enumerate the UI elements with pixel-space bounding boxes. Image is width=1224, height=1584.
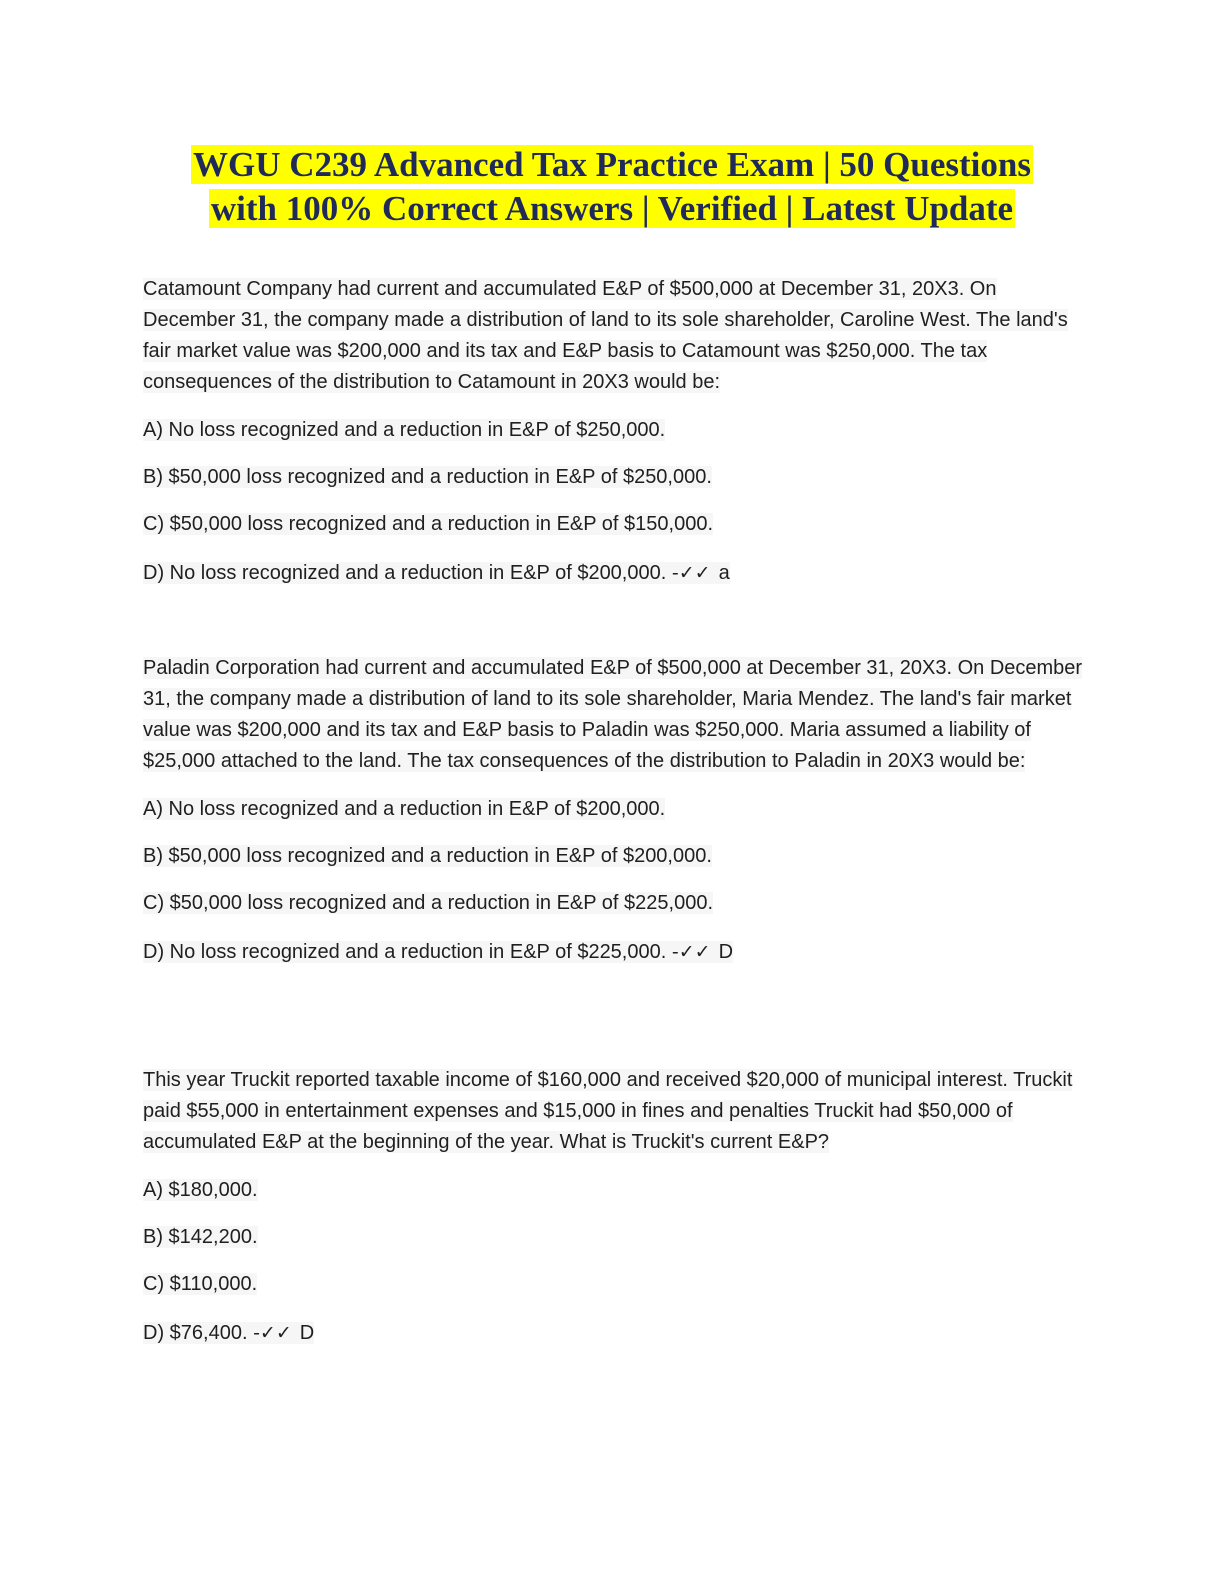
answer-option-a: A) $180,000. xyxy=(143,1179,258,1201)
correct-answer: D xyxy=(718,941,734,963)
answer-option-b: B) $50,000 loss recognized and a reduction in E&P of $200,000. xyxy=(143,845,712,867)
answer-option-a: A) No loss recognized and a reduction in E&P of $250,000. xyxy=(143,419,666,441)
answer-option-c: C) $110,000. xyxy=(143,1273,258,1295)
answer-option-b: B) $50,000 loss recognized and a reduction in E&P of $250,000. xyxy=(143,466,712,488)
answer-option-d: D) $76,400. -✓✓ D xyxy=(143,1322,315,1344)
title-line-2: with 100% Correct Answers | Verified | Latest Update xyxy=(210,189,1014,228)
title-line-1: WGU C239 Advanced Tax Practice Exam | 50 Questions xyxy=(192,145,1031,184)
correct-marker: -✓✓ xyxy=(671,562,711,584)
question-2 xyxy=(143,653,1083,967)
question-stem: Catamount Company had current and accumulated E&P of $500,000 at December 31, 20X3. On December 31, the company made a distribution of land to its sole shareholder, Caroline West. The land's fair market value was $200,000 and its tax and E&P basis to Catamount was $250,000. The tax consequences of the distribution to Catamount in 20X3 would be: xyxy=(143,278,1068,393)
document-title xyxy=(100,143,1124,231)
correct-answer: a xyxy=(718,562,730,584)
question-1 xyxy=(143,274,1083,588)
question-stem: This year Truckit reported taxable income of $160,000 and received $20,000 of municipal interest. Truckit paid $55,000 in entertainment expenses and $15,000 in fines and penalties Truckit had $50,000 of accumulated E&P at the beginning of the year. What is Truckit's current E&P? xyxy=(143,1069,1073,1153)
question-3 xyxy=(143,1065,1083,1348)
answer-option-b: B) $142,200. xyxy=(143,1226,258,1248)
answer-option-d: D) No loss recognized and a reduction in E&P of $200,000. -✓✓ a xyxy=(143,562,730,584)
answer-option-a: A) No loss recognized and a reduction in E&P of $200,000. xyxy=(143,798,666,820)
answer-option-c: C) $50,000 loss recognized and a reduction in E&P of $225,000. xyxy=(143,892,714,914)
question-stem: Paladin Corporation had current and accumulated E&P of $500,000 at December 31, 20X3. On December 31, the company made a distribution of land to its sole shareholder, Maria Mendez. The land's fair market value was $200,000 and its tax and E&P basis to Paladin was $250,000. Maria assumed a liability of $25,000 attached to the land. The tax consequences of the distribution to Paladin in 20X3 would be: xyxy=(143,657,1083,772)
correct-answer: D xyxy=(299,1322,315,1344)
correct-marker: -✓✓ xyxy=(253,1322,292,1344)
answer-option-c: C) $50,000 loss recognized and a reduction in E&P of $150,000. xyxy=(143,513,714,535)
correct-marker: -✓✓ xyxy=(671,941,711,963)
answer-option-d: D) No loss recognized and a reduction in E&P of $225,000. -✓✓ D xyxy=(143,941,734,963)
